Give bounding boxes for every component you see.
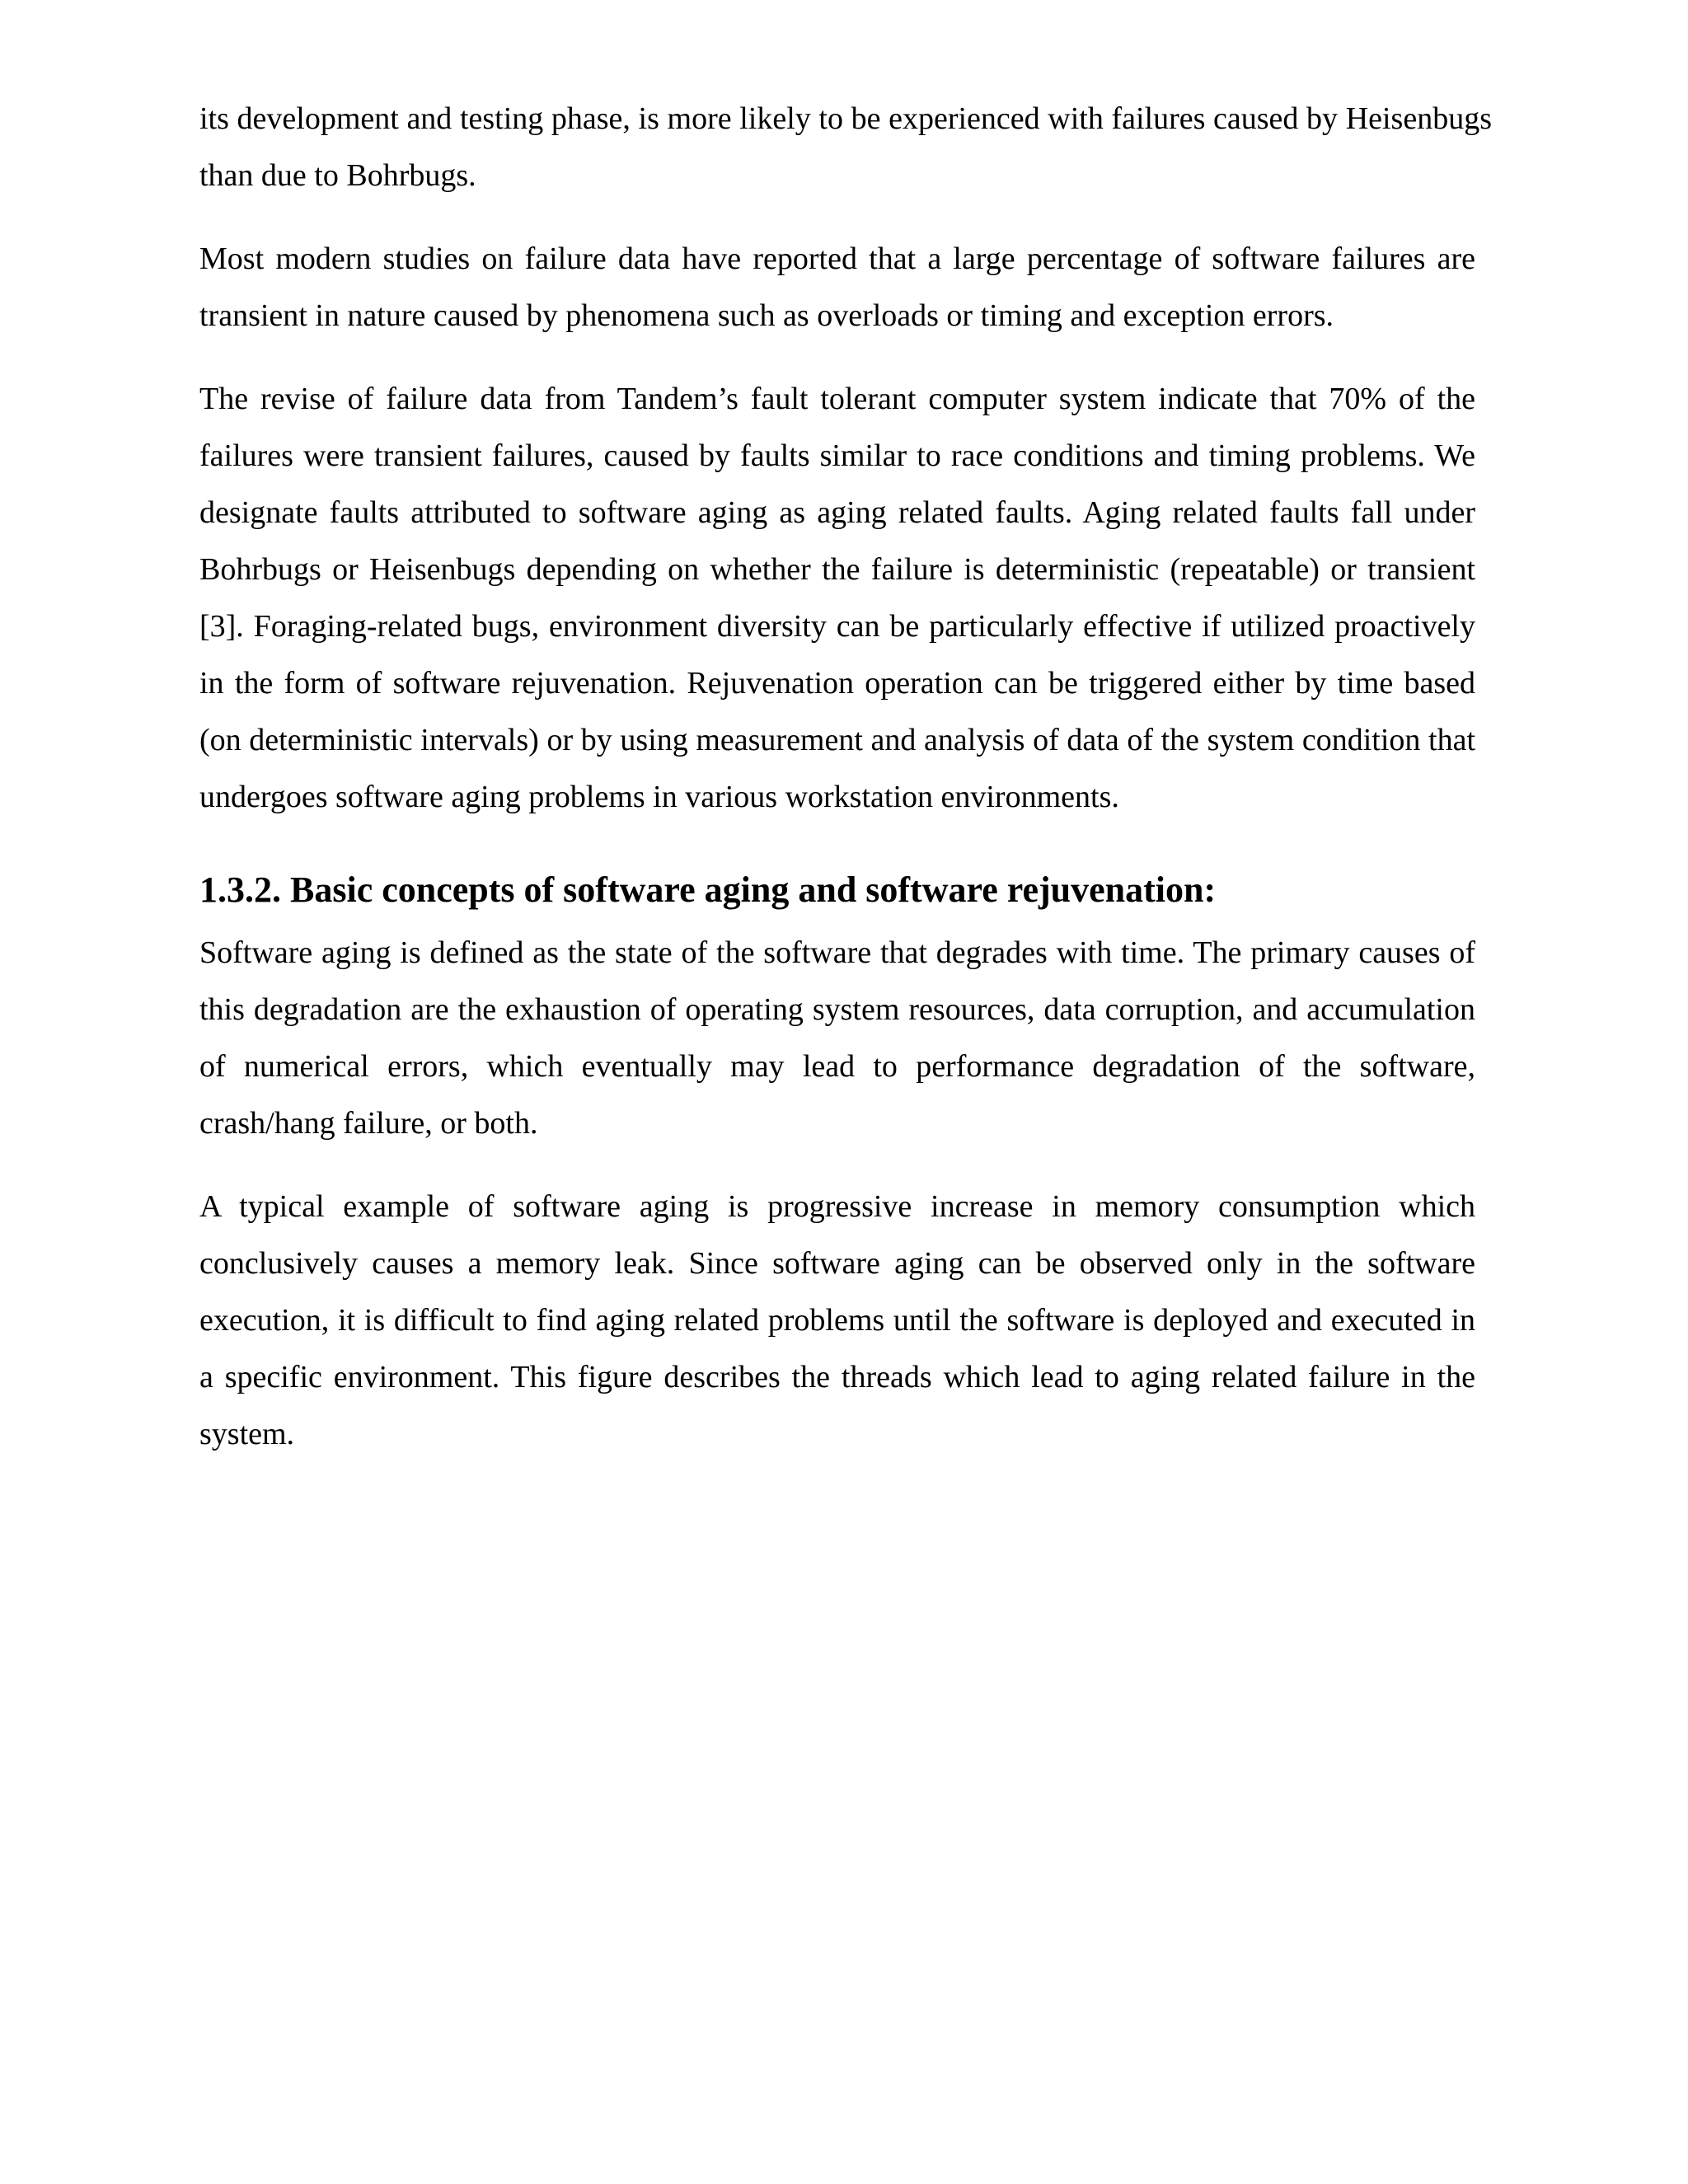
section-heading: 1.3.2. Basic concepts of software aging and software rejuvenation:	[199, 869, 1217, 910]
paragraph-heisenbugs: its development and testing phase, is more likely to be experienced with failures caused by Heisenbugs than due to Bohrbugs.	[199, 101, 1492, 193]
document-body	[199, 91, 1492, 1489]
paragraph-failure-studies: Most modern studies on failure data have reported that a large percentage of software failures are transient in nature caused by phenomena such as overloads or timing and exception errors.	[199, 241, 1475, 333]
paragraph-tandem-failure-data: The revise of failure data from Tandem’s fault tolerant computer system indicate that 70% of the failures were transient failures, caused by faults similar to race conditions and timing problems. We designate faults attributed to software aging as aging related faults. Aging related faults fall under Bohrbugs or Heisenbugs depending on whether the failure is deterministic (repeatable) or transient [3]. Foraging-related bugs, environment diversity can be particularly effective if utilized proactively in the form of software rejuvenation. Rejuvenation operation can be triggered either by time based (on deterministic intervals) or by using measurement and analysis of data of the system condition that undergoes software aging problems in various workstation environments.	[199, 382, 1475, 814]
paragraph-software-aging-definition: Software aging is defined as the state of the software that degrades with time. The primary causes of this degradation are the exhaustion of operating system resources, data corruption, and accumulation of numerical errors, which eventually may lead to performance degradation of the software, crash/hang failure, or both.	[199, 935, 1475, 1141]
paragraph-memory-leak-example: A typical example of software aging is progressive increase in memory consumption which conclusively causes a memory leak. Since software aging can be observed only in the software execution, it is difficult to find aging related problems until the software is deployed and executed in a specific environment. This figure describes the threads which lead to aging related failure in the system.	[199, 1189, 1475, 1451]
